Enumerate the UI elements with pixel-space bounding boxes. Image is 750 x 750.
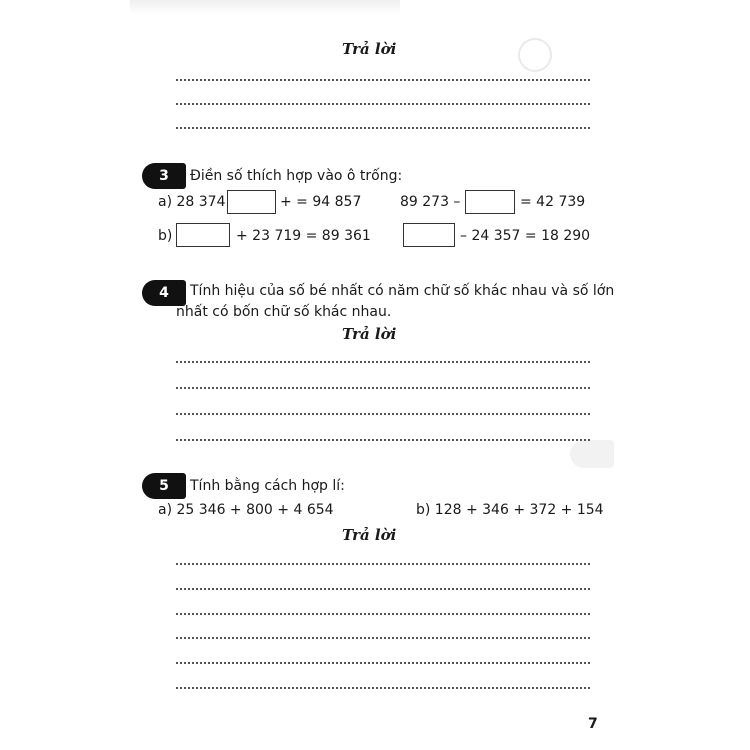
- answer-heading-2: Trả lời: [342, 325, 397, 343]
- question-4-prompt-line1: Tính hiệu của số bé nhất có năm chữ số khác nhau và số lớn: [190, 283, 615, 299]
- answer-line[interactable]: [176, 79, 590, 81]
- answer-line[interactable]: [176, 637, 590, 639]
- question-3a-equation: + = 94 857: [280, 194, 362, 210]
- question-5b: b) 128 + 346 + 372 + 154: [416, 502, 604, 518]
- answer-line[interactable]: [176, 103, 590, 105]
- answer-line[interactable]: [176, 563, 590, 565]
- question-4-prompt-line2: nhất có bốn chữ số khác nhau.: [176, 304, 392, 320]
- question-5a: a) 25 346 + 800 + 4 654: [158, 502, 334, 518]
- question-3a2-right: = 42 739: [520, 194, 586, 210]
- question-4-badge: 4: [142, 280, 186, 306]
- answer-line[interactable]: [176, 439, 590, 441]
- bleed-through-badge: [570, 440, 614, 468]
- question-3b-equation: + 23 719 = 89 361: [236, 228, 371, 244]
- question-3a-answer-box[interactable]: [227, 190, 276, 214]
- question-3b-label: b): [158, 228, 173, 244]
- answer-heading-1: Trả lời: [342, 40, 397, 58]
- question-5-prompt: Tính bằng cách hợp lí:: [190, 478, 345, 494]
- scan-shadow: [130, 0, 400, 14]
- answer-line[interactable]: [176, 662, 590, 664]
- answer-line[interactable]: [176, 387, 590, 389]
- question-3a2-answer-box[interactable]: [465, 190, 515, 214]
- answer-heading-3: Trả lời: [342, 526, 397, 544]
- question-3-badge: 3: [142, 163, 186, 189]
- question-5-badge: 5: [142, 473, 186, 499]
- question-3a2-left: 89 273 –: [400, 194, 461, 210]
- question-3b2-equation: – 24 357 = 18 290: [460, 228, 591, 244]
- question-3b-answer-box[interactable]: [176, 223, 230, 247]
- answer-line[interactable]: [176, 687, 590, 689]
- answer-line[interactable]: [176, 127, 590, 129]
- answer-line[interactable]: [176, 613, 590, 615]
- answer-line[interactable]: [176, 413, 590, 415]
- question-3b2-answer-box[interactable]: [403, 223, 455, 247]
- question-3-prompt: Điền số thích hợp vào ô trống:: [190, 168, 403, 184]
- page-number: 7: [588, 716, 598, 732]
- answer-line[interactable]: [176, 361, 590, 363]
- question-3a-label: a) 28 374: [158, 194, 226, 210]
- answer-line[interactable]: [176, 588, 590, 590]
- bleed-through-mark: [518, 38, 552, 72]
